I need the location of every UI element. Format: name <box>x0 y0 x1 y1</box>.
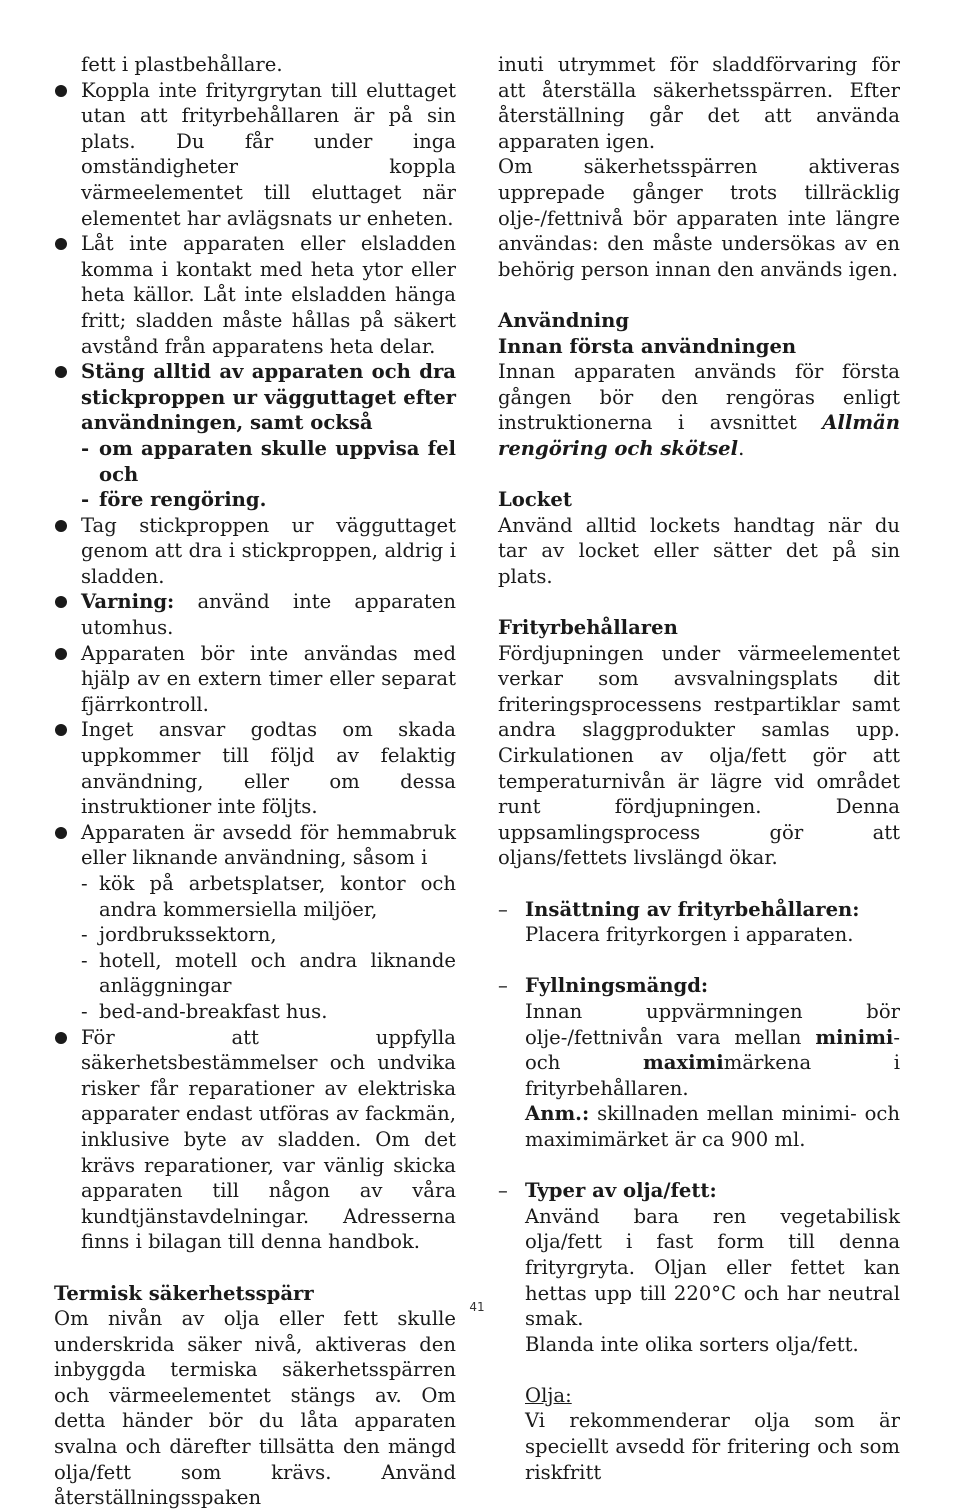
safety-list <box>54 78 456 1255</box>
termisk-heading: Termisk säkerhetsspärr <box>54 1281 314 1305</box>
frityrbehallaren-text: Fördjupningen under värmeelementet verkar som avsvalningsplats dit friteringsprocessens restpartiklar samt andra slaggprodukter samlas upp. Cirkulationen av olja/fett gör att temperaturnivån är lägre vid området runt fördjupningen. Denna uppsamlingsprocess gör att oljans/fettets livslängd ökar. <box>498 641 900 870</box>
list-item: Stäng alltid av apparaten och dra stickproppen ur vägguttaget efter användningen, samt också - om apparaten skulle uppvisa fel och - före rengöring. <box>54 359 456 513</box>
safety-switch-paragraph: Om säkerhetsspärren aktiveras upprepade gånger trots tillräcklig olje-/fettnivå bör apparaten inte längre användas: den måste undersökas av en behörig person innan den används igen. <box>498 155 900 281</box>
subheading-innan: Innan första användningen <box>498 334 797 358</box>
list-item: Apparaten bör inte användas med hjälp av en extern timer eller separat fjärrkontroll. <box>54 641 456 718</box>
sub-list-item: - kök på arbetsplatser, kontor och andra kommersiella miljöer, <box>81 872 456 921</box>
page-number: 41 <box>469 1300 485 1314</box>
list-item: Tag stickproppen ur vägguttaget genom att dra i stickproppen, aldrig i sladden. <box>54 513 456 590</box>
fyllning-text: Innan uppvärmningen bör olje-/fettnivån vara mellan minimi- och maximimärkena i frityrbehållaren. <box>525 999 900 1100</box>
bullet-icon <box>55 85 67 97</box>
bullet-icon <box>55 238 67 250</box>
intro-line: fett i plastbehållare. <box>81 53 283 76</box>
olja-text: Vi rekommenderar olja som är speciellt avsedd för fritering och som riskfritt <box>525 1409 900 1484</box>
typer-heading: Typer av olja/fett: <box>525 1179 717 1203</box>
insattning-section: – Insättning av frityrbehållaren: Placera frityrkorgen i apparaten. <box>498 897 900 948</box>
insattning-heading: Insättning av frityrbehållaren: <box>525 897 860 921</box>
section-heading-anvandning: Användning <box>498 308 630 332</box>
bullet-icon <box>55 827 67 839</box>
continued-paragraph: inuti utrymmet för sladdförvaring för att återställa säkerhetsspärren. Efter återställning går det att använda apparaten igen. <box>498 53 900 153</box>
subheading-locket: Locket <box>498 488 572 512</box>
right-column <box>498 52 900 1485</box>
fyllning-heading: Fyllningsmängd: <box>525 974 709 998</box>
list-item: Varning: använd inte apparaten utomhus. <box>54 589 456 640</box>
termisk-text: Om nivån av olja eller fett skulle underskrida säker nivå, aktiveras den inbyggda termiska säkerhetsspärren och värmeelementet stängs av. Om detta händer bör du låta apparaten svalna och därefter tillsätta den mängd olja/fett som krävs. Använd återställningsspaken <box>54 1307 456 1510</box>
list-item: Apparaten är avsedd för hemmabruk eller liknande användning, såsom i - kök på arbetsplatser, kontor och andra kommersiella miljöer, - jordbrukssektorn, - hotell, motell och andra liknande anläggningar - bed-and-breakfast hus. <box>54 820 456 1025</box>
olja-heading: Olja: <box>525 1383 572 1407</box>
sub-list-item: - jordbrukssektorn, <box>81 923 277 947</box>
subheading-frityrbehallaren: Frityrbehållaren <box>498 616 678 640</box>
sub-list-item: - om apparaten skulle uppvisa fel och <box>81 436 456 486</box>
typer-section: – Typer av olja/fett: Använd bara ren vegetabilisk olja/fett i fast form till denna frityrgryta. Oljan eller fettet kan hettas upp till 220°C och har neutral smak. Blanda inte olika sorters olja/fett. <box>498 1179 900 1356</box>
list-item: Låt inte apparaten eller elsladden komma i kontakt med heta ytor eller heta källor. Låt inte elsladden hänga fritt; sladden måste hållas på säkert avstånd från apparatens heta delar. <box>54 231 456 359</box>
olja-section <box>498 1383 900 1485</box>
bullet-icon <box>55 596 67 608</box>
list-item: Inget ansvar godtas om skada uppkommer till följd av felaktig användning, eller om dessa instruktioner inte följts. <box>54 717 456 819</box>
insattning-text: Placera frityrkorgen i apparaten. <box>525 923 854 947</box>
sub-list <box>81 871 456 1025</box>
list-item: Koppla inte frityrgrytan till eluttaget utan att frityrbehållaren är på sin plats. Du får under inga omständigheter koppla värmeelementet till eluttaget när elementet har avlägsnats ur enheten. <box>54 78 456 232</box>
sub-list <box>81 436 456 513</box>
fyllning-section: – Fyllningsmängd: Innan uppvärmningen bör olje-/fettnivån vara mellan minimi- och maximimärkena i frityrbehållaren. Anm.: skillnaden mellan minimi- och maximimärket är ca 900 ml. <box>498 974 900 1151</box>
bullet-icon <box>55 648 67 660</box>
anm-text: Anm.: skillnaden mellan minimi- och maximimärket är ca 900 ml. <box>525 1102 900 1151</box>
left-column <box>54 52 456 1511</box>
sub-list-item: - före rengöring. <box>81 488 267 512</box>
locket-text: Använd alltid lockets handtag när du tar av locket eller sätter det på sin plats. <box>498 513 900 588</box>
typer-text: Använd bara ren vegetabilisk olja/fett i fast form till denna frityrgryta. Oljan eller fettet kan hettas upp till 220°C och har neutral smak. <box>525 1204 900 1331</box>
sub-list-item: - hotell, motell och andra liknande anläggningar <box>81 948 456 998</box>
sub-list-item: - bed-and-breakfast hus. <box>81 999 328 1023</box>
bullet-icon <box>55 724 67 736</box>
bullet-icon <box>55 1032 67 1044</box>
typer-text-2: Blanda inte olika sorters olja/fett. <box>525 1332 859 1356</box>
bullet-icon <box>55 366 67 378</box>
list-item: För att uppfylla säkerhetsbestämmelser och undvika risker får reparationer av elektriska apparater endast utföras av fackmän, inklusive byte av sladden. Om det krävs reparationer, var vänlig skicka apparaten till någon av våra kundtjänstavdelningar. Adresserna finns i bilagan till denna handbok. <box>54 1025 456 1255</box>
innan-text: Innan apparaten används för första gången bör den rengöras enligt instruktionerna i avsnittet Allmän rengöring och skötsel. <box>498 360 900 460</box>
bullet-icon <box>55 520 67 532</box>
